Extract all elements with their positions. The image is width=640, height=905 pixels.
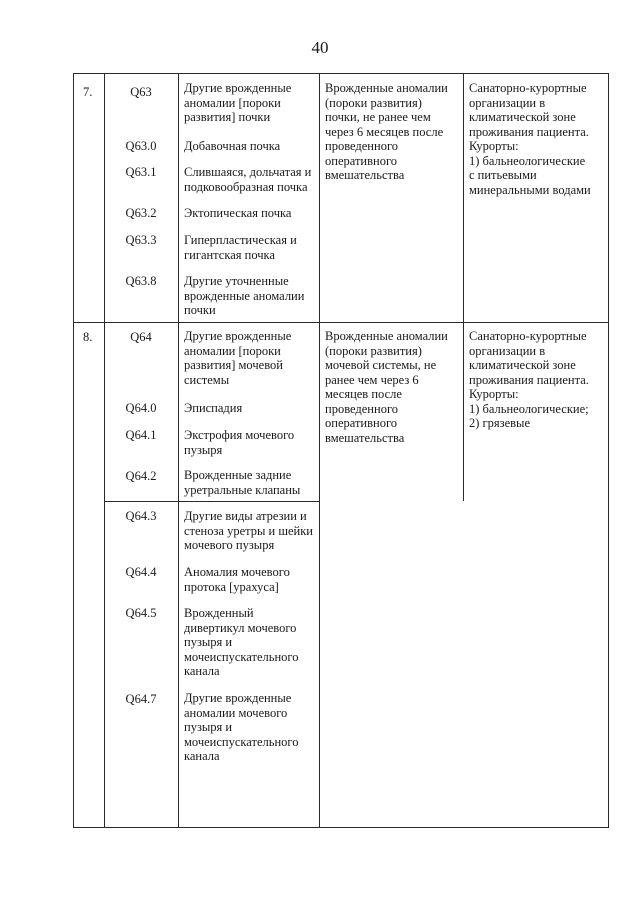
table-border-top: [73, 73, 609, 74]
code-q64-3: Q64.3: [125, 509, 157, 523]
code-q63-0: Q63.0: [125, 139, 157, 153]
code-q64-4: Q64.4: [125, 565, 157, 579]
criteria-table: [73, 73, 609, 828]
code-q64-1: Q64.1: [125, 428, 157, 442]
table-border-right: [608, 73, 609, 828]
code-q63-2: Q63.2: [125, 206, 157, 220]
diagnosis-q64-7: Другие врожденные аномалии мочевого пузыря и мочеиспускательного канала: [184, 691, 299, 763]
condition-row-7: Врожденные аномалии (пороки развития) почки, не ранее чем через 6 месяцев после проведенного оперативного вмешательства: [325, 81, 448, 182]
code-q64-2: Q64.2: [125, 469, 157, 483]
diagnosis-q63-2: Эктопическая почка: [184, 206, 292, 220]
col-separator-1: [104, 73, 105, 828]
diagnosis-q64-2: Врожденные задние уретральные клапаны: [184, 468, 301, 497]
col-separator-2: [178, 73, 179, 828]
page-number: 40: [311, 38, 329, 57]
diagnosis-q63-0: Добавочная почка: [184, 139, 281, 153]
code-q64-5: Q64.5: [125, 606, 157, 620]
diagnosis-q64-1: Экстрофия мочевого пузыря: [184, 428, 295, 457]
diagnosis-q63-8: Другие уточненные врожденные аномалии почки: [184, 274, 305, 317]
table-border-left: [73, 73, 74, 828]
code-q63-8: Q63.8: [125, 274, 157, 288]
diagnosis-q64-4: Аномалия мочевого протока [урахуса]: [184, 565, 290, 594]
code-q64: Q64: [130, 330, 152, 344]
diagnosis-q63-3: Гиперпластическая и гигантская почка: [184, 233, 297, 262]
code-q63: Q63: [130, 85, 152, 99]
col-separator-3: [319, 73, 320, 828]
condition-row-8: Врожденные аномалии (пороки развития) мочевой системы, не ранее чем через 6 месяцев после проведенного оперативного вмешательства: [325, 329, 448, 445]
col-separator-4: [463, 73, 464, 501]
diagnosis-q63: Другие врожденные аномалии [пороки развития] почки: [184, 81, 292, 124]
code-q63-3: Q63.3: [125, 233, 157, 247]
diagnosis-q63-1: Слившаяся, дольчатая и подковообразная почка: [184, 165, 312, 194]
code-q64-7: Q64.7: [125, 692, 157, 706]
row-separator-7-8: [73, 322, 609, 323]
row-number-8: 8.: [83, 330, 93, 344]
row-separator-partial: [104, 501, 319, 502]
code-q63-1: Q63.1: [125, 165, 157, 179]
organizations-row-8: Санаторно-курортные организации в климатической зоне проживания пациента. Курорты: 1) бальнеологические; 2) грязевые: [469, 329, 589, 430]
row-number-7: 7.: [83, 85, 93, 99]
organizations-row-7: Санаторно-курортные организации в климатической зоне проживания пациента. Курорты: 1) бальнеологические с питьевыми минеральными водами: [469, 81, 591, 197]
table-border-bottom: [73, 827, 609, 828]
code-q64-0: Q64.0: [125, 401, 157, 415]
diagnosis-q64-3: Другие виды атрезии и стеноза уретры и шейки мочевого пузыря: [184, 509, 313, 552]
diagnosis-q64-5: Врожденный дивертикул мочевого пузыря и мочеиспускательного канала: [184, 606, 299, 678]
diagnosis-q64: Другие врожденные аномалии [пороки развития] мочевой системы: [184, 329, 292, 387]
diagnosis-q64-0: Эписпадия: [184, 401, 243, 415]
